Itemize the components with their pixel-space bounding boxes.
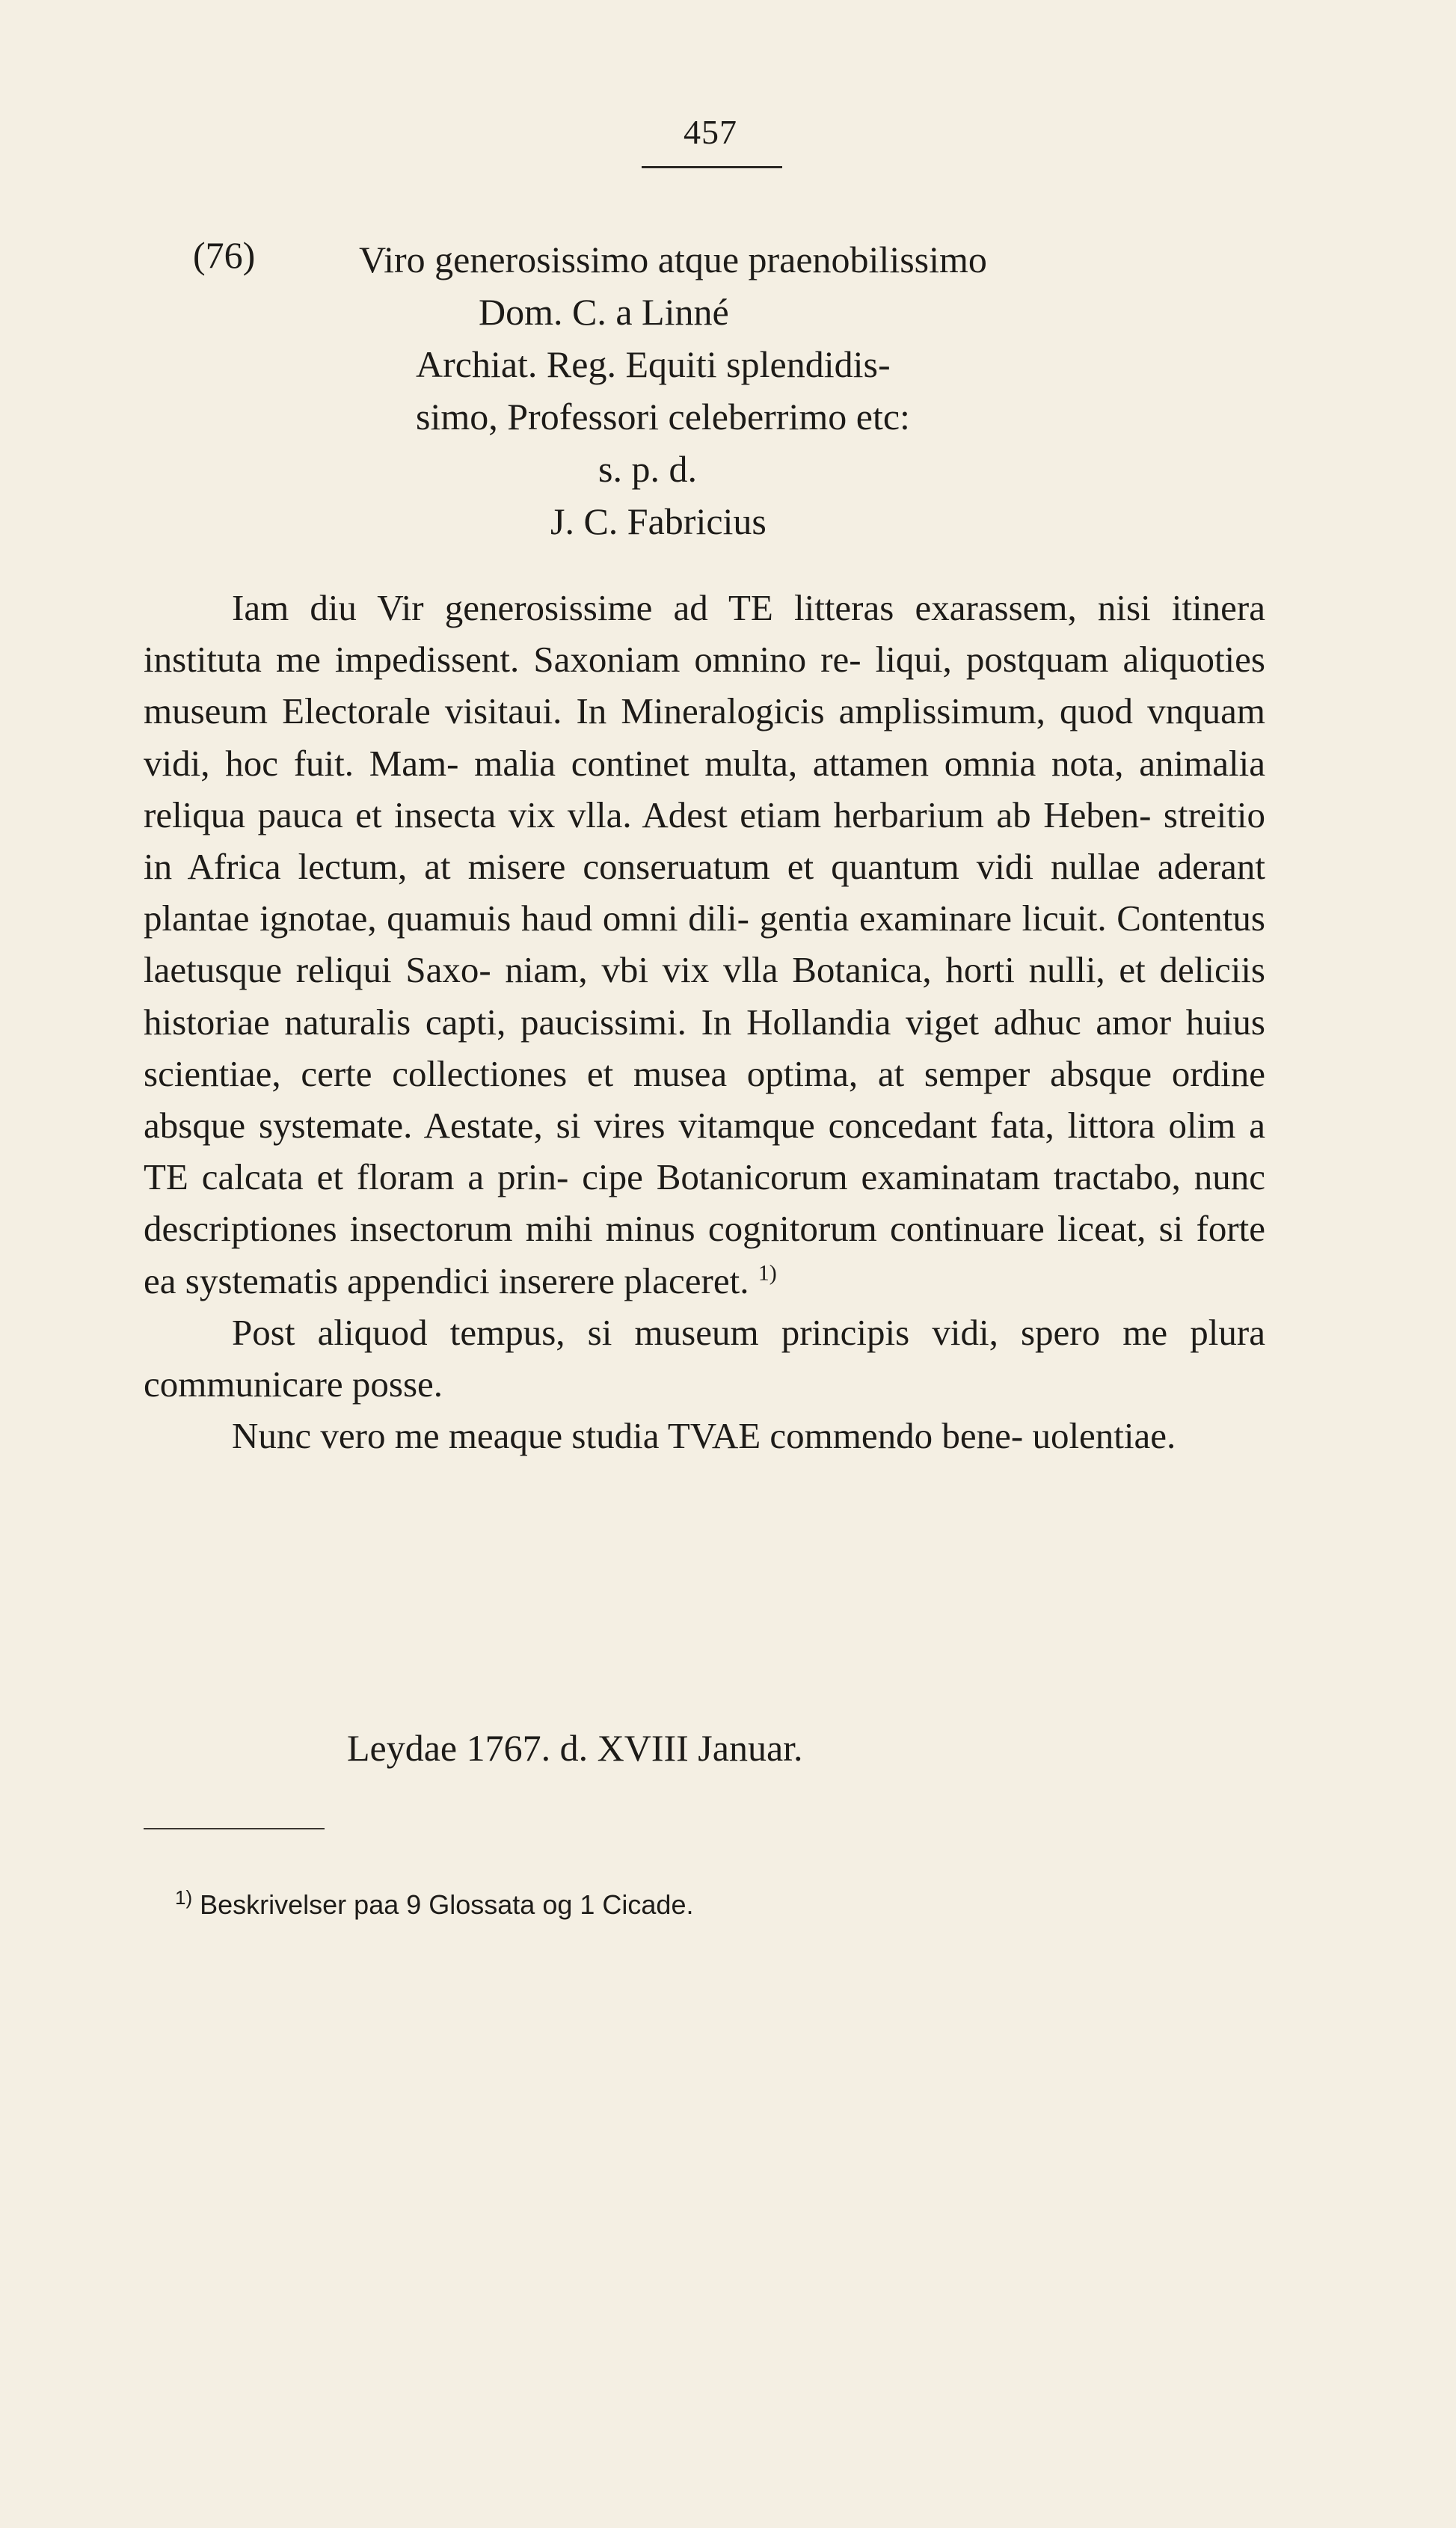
salutation-line: Dom. C. a Linné [479,291,729,333]
paragraph: Nunc vero me meaque studia TVAE commendo bene- uolentiae. [232,1415,1176,1457]
salutation-line: s. p. d. [598,448,697,490]
page-number: 457 [684,113,737,151]
footnote [175,1886,694,1921]
footnote-mark: 1) [175,1886,193,1909]
dateline: Leydae 1767. d. XVIII Januar. [347,1727,803,1769]
paragraph-text: Iam diu Vir generosissime ad TE litteras exarassem, nisi itinera instituta me impedissent. Saxoniam omnino re- liqui, postquam aliquoties museum Electorale visitaui. In Mineralogicis amplissimum, quod vnquam vidi, hoc fuit. Mam- malia continet multa, attamen omnia nota, animalia reliqua pauca et insecta vix vlla. Adest etiam herbarium ab Heben- streitio in Africa lectum, at misere conseruatum et quantum vidi nullae aderant plantae ignotae, quamuis haud omni dili- gentia examinare licuit. Contentus laetusque reliqui Saxo- niam, vbi vix vlla Botanica, horti nulli, et deliciis historiae naturalis capti, paucissimi. In Hollandia viget adhuc amor huius scientiae, certe collectiones et musea optima, at semper absque ordine absque systemate. Aestate, si vires vitamque concedant fata, littora olim a TE calcata et floram a prin- cipe Botanicorum examinatam tractabo, nunc descriptiones insectorum mihi minus cognitorum continuare liceat, si forte ea systematis appendici inserere placeret. [144,587,1265,1301]
letter-number: (76) [193,234,256,276]
salutation-line: Archiat. Reg. Equiti splendidis- [416,343,891,385]
footnote-rule [144,1828,325,1829]
salutation-line: simo, Professori celeberrimo etc: [416,396,910,438]
page-number-rule [642,166,782,168]
paragraph: Post aliquod tempus, si museum principis vidi, spero me plura communicare posse. [144,1311,1265,1405]
salutation-block [359,233,987,547]
footnote-reference: 1) [758,1260,777,1286]
paragraph [144,582,1265,1307]
footnote-text: Beskrivelser paa 9 Glossata og 1 Cicade. [200,1889,694,1920]
letter-body [144,582,1265,1461]
salutation-line: Viro generosissimo atque praenobilissimo [359,239,987,280]
signature-line: J. C. Fabricius [550,500,767,542]
